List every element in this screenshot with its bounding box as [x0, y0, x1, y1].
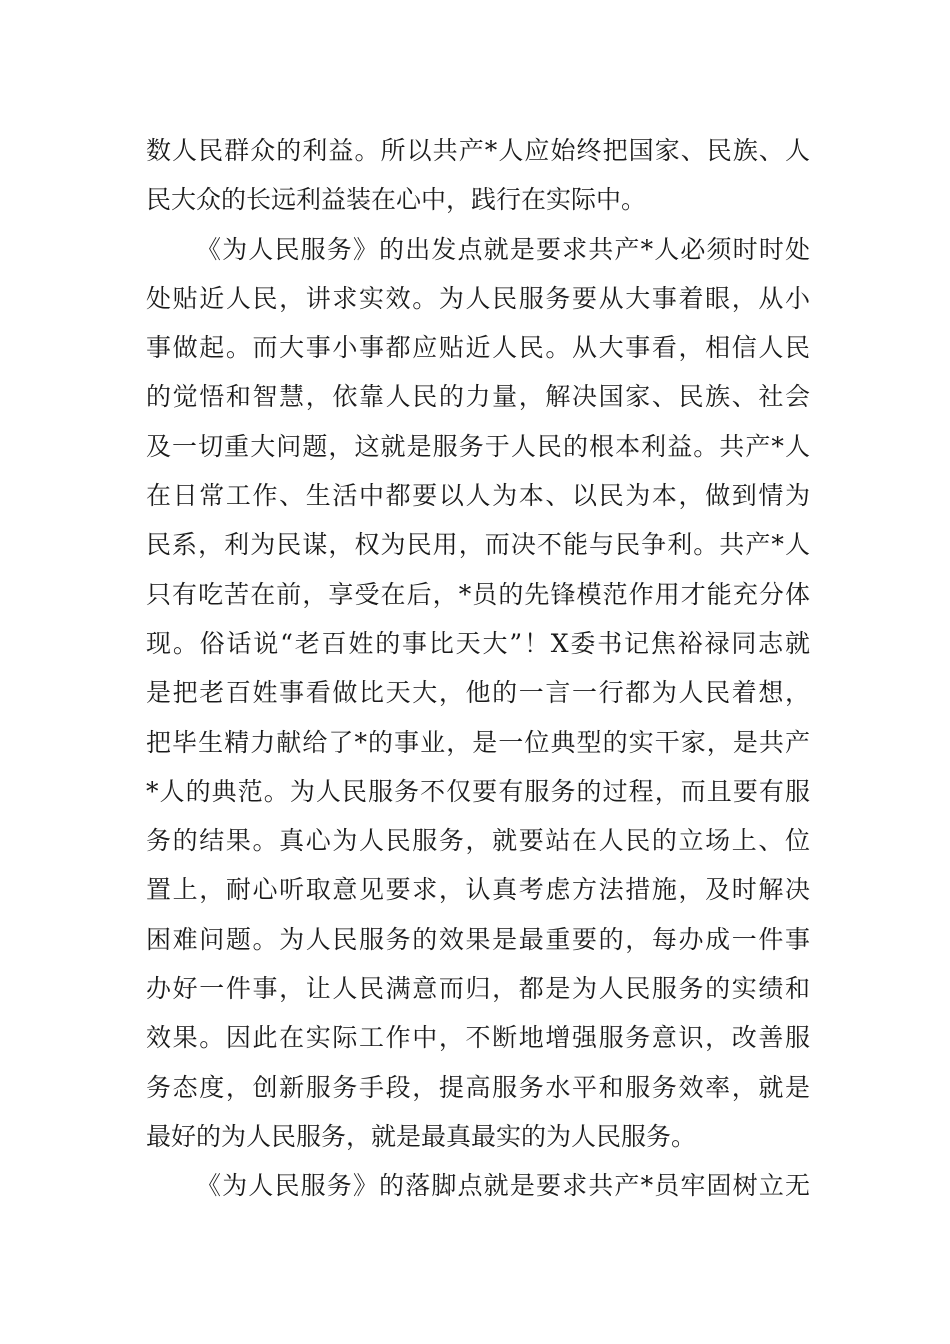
text-line: 《为人民服务》的出发点就是要求共产*人必须时时处	[196, 234, 810, 264]
text-line: 的觉悟和智慧，依靠人民的力量，解决国家、民族、社会	[146, 382, 810, 412]
text-line: 是把老百姓事看做比天大，他的一言一行都为人民着想，	[146, 678, 810, 708]
text-line: 在日常工作、生活中都要以人为本、以民为本，做到情为	[146, 481, 810, 511]
document-body	[146, 126, 810, 1211]
text-line: 把毕生精力献给了*的事业，是一位典型的实干家，是共产	[146, 727, 810, 757]
text-line: 处贴近人民，讲求实效。为人民服务要从大事着眼，从小	[146, 283, 810, 313]
text-line: 只有吃苦在前，享受在后，*员的先锋模范作用才能充分体	[146, 579, 810, 609]
text-line: 置上，耐心听取意见要求，认真考虑方法措施，及时解决	[146, 875, 810, 905]
text-line: 办好一件事，让人民满意而归，都是为人民服务的实绩和	[146, 974, 810, 1004]
text-line: 最好的为人民服务，就是最真最实的为人民服务。	[146, 1121, 697, 1151]
text-line: 及一切重大问题，这就是服务于人民的根本利益。共产*人	[146, 431, 810, 461]
text-line: 《为人民服务》的落脚点就是要求共产*员牢固树立无	[196, 1171, 810, 1201]
text-line: 务的结果。真心为人民服务，就要站在人民的立场上、位	[146, 826, 810, 856]
text-line: 务态度，创新服务手段，提高服务水平和服务效率，就是	[146, 1072, 810, 1102]
text-line: 现。俗话说“老百姓的事比天大”！X委书记焦裕禄同志就	[146, 628, 810, 658]
text-line: *人的典范。为人民服务不仅要有服务的过程，而且要有服	[146, 776, 810, 806]
text-line: 民系，利为民谋，权为民用，而决不能与民争利。共产*人	[146, 530, 810, 560]
text-line: 效果。因此在实际工作中，不断地增强服务意识，改善服	[146, 1023, 810, 1053]
text-line: 困难问题。为人民服务的效果是最重要的，每办成一件事	[146, 924, 810, 954]
text-line: 民大众的长远利益装在心中，践行在实际中。	[146, 185, 647, 215]
text-line: 数人民群众的利益。所以共产*人应始终把国家、民族、人	[146, 136, 810, 165]
text-line: 事做起。而大事小事都应贴近人民。从大事看，相信人民	[146, 333, 810, 363]
